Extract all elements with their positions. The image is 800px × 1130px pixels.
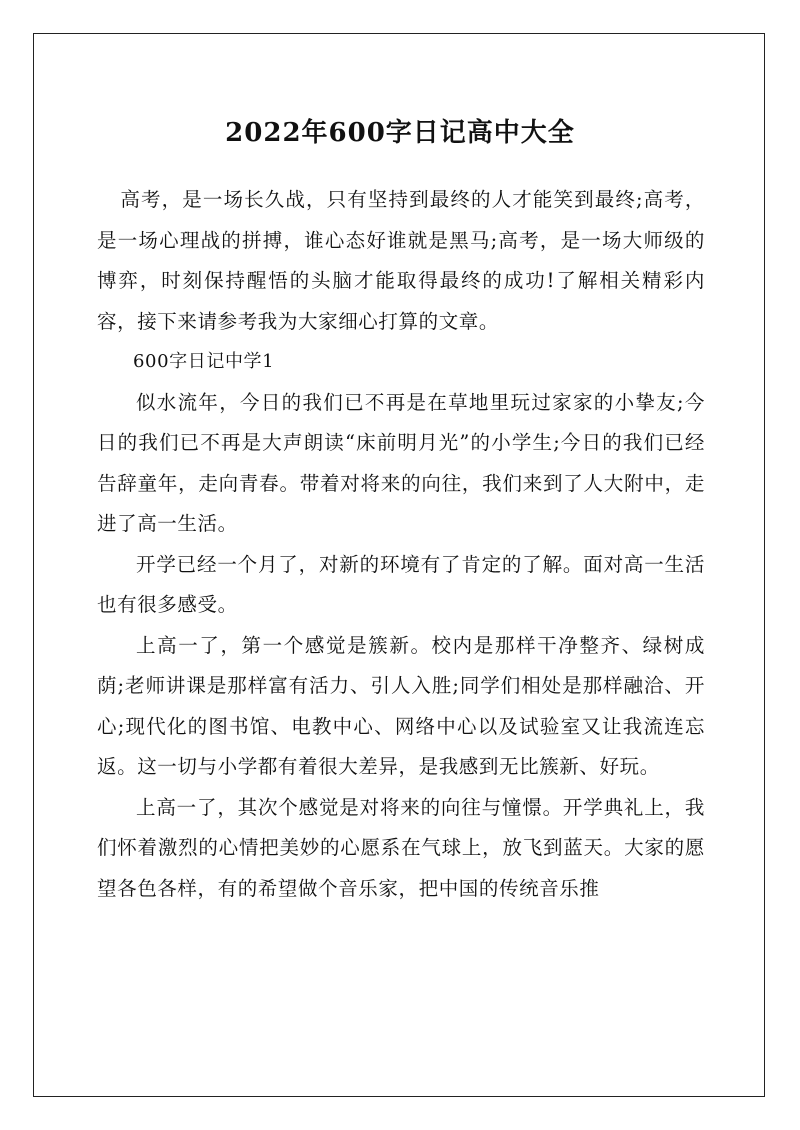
section-heading: 600字日记中学1 — [133, 351, 275, 372]
body-paragraph-2: 开学已经一个月了，对新的环境有了肯定的了解。面对高一生活也有很多感受。 — [97, 552, 705, 616]
document-title: 2022年600字日记高中大全 — [225, 118, 575, 149]
document-body — [97, 180, 705, 909]
intro-paragraph: 高考，是一场长久战，只有坚持到最终的人才能笑到最终;高考，是一场心理战的拼搏，谁心态好谁就是黑马;高考，是一场大师级的博弈，时刻保持醒悟的头脑才能取得最终的成功!了解相关精彩内容，接下来请参考我为大家细心打算的文章。 — [97, 188, 705, 333]
body-paragraph-4: 上高一了，其次个感觉是对将来的向往与憧憬。开学典礼上，我们怀着激烈的心情把美妙的心愿系在气球上，放飞到蓝天。大家的愿望各色各样，有的希望做个音乐家，把中国的传统音乐推 — [97, 795, 705, 900]
body-paragraph-1: 似水流年，今日的我们已不再是在草地里玩过家家的小挚友;今日的我们已不再是大声朗读“床前明月光”的小学生;今日的我们已经告辞童年，走向青春。带着对将来的向往，我们来到了人大附中，走进了高一生活。 — [97, 390, 705, 535]
body-paragraph-3: 上高一了，第一个感觉是簇新。校内是那样干净整齐、绿树成荫;老师讲课是那样富有活力、引人入胜;同学们相处是那样融洽、开心;现代化的图书馆、电教中心、网络中心以及试验室又让我流连忘返。这一切与小学都有着很大差异，是我感到无比簇新、好玩。 — [97, 633, 705, 778]
